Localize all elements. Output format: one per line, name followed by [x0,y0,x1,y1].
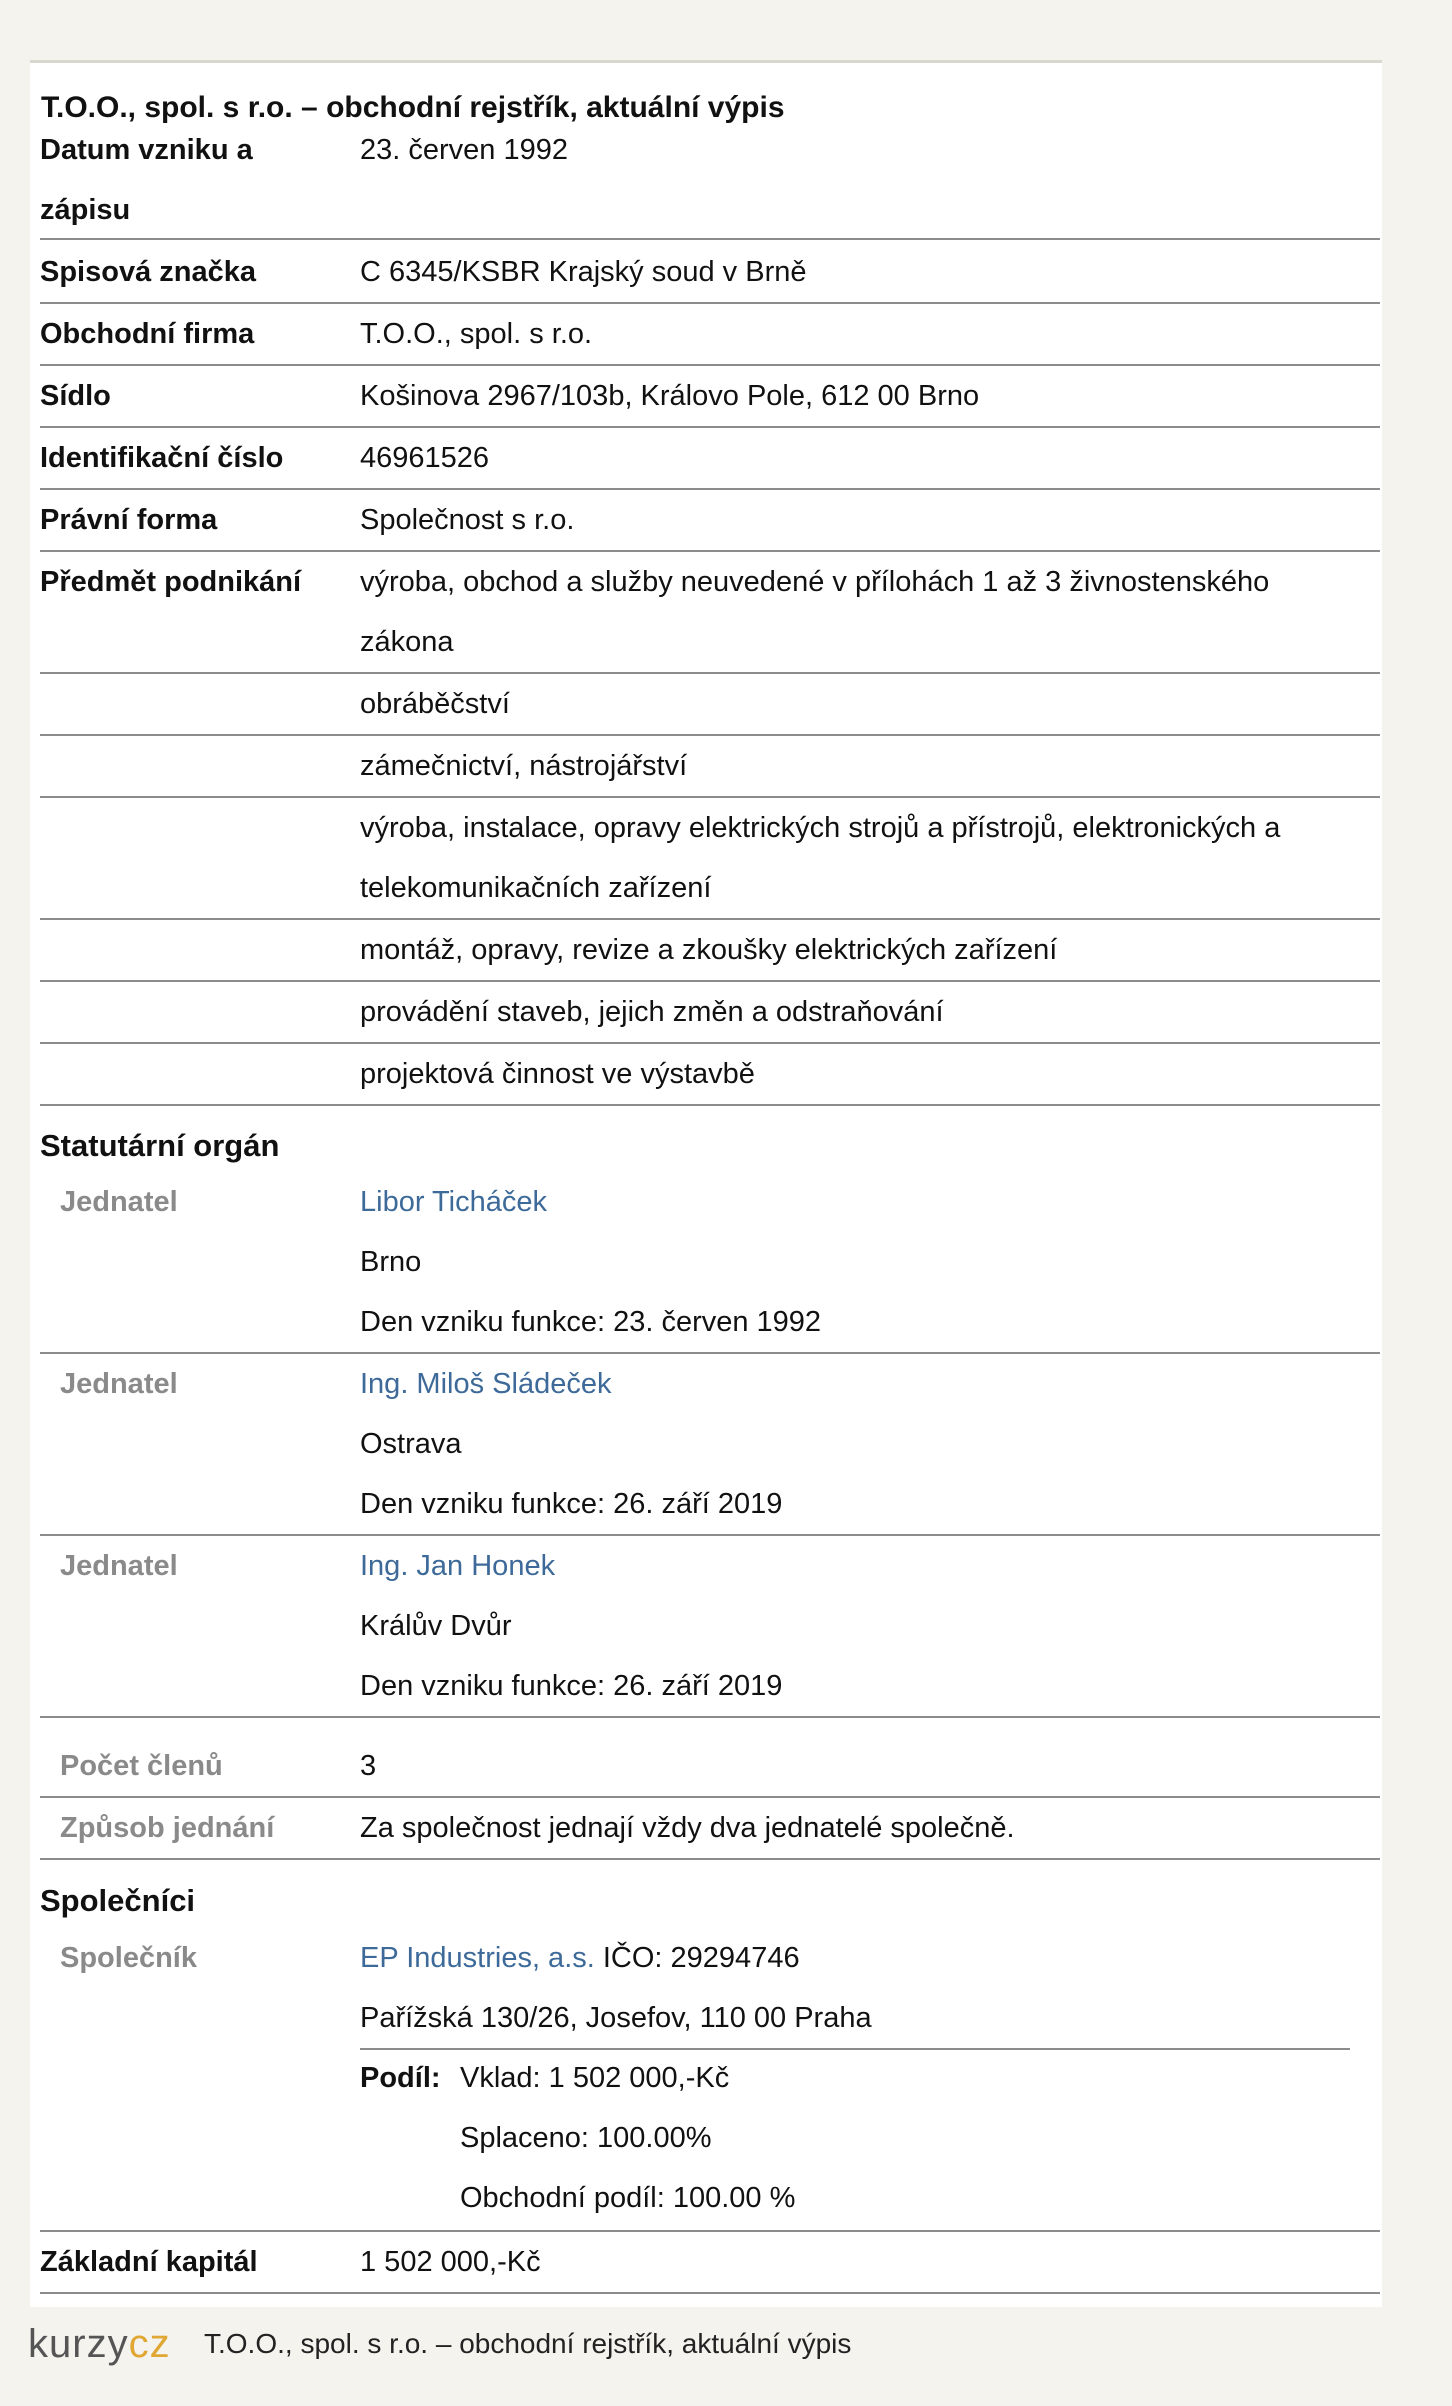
jednatel-3-role: Jednatel [60,1550,178,1582]
row-pocet-clenu [40,1736,1380,1798]
podil-block [360,2048,1360,2108]
row-ico [40,428,1380,490]
row-obchodni-firma [40,304,1380,366]
podil-divider [360,2048,1350,2050]
page-title: T.O.O., spol. s r.o. – obchodní rejstřík, aktuální výpis [41,91,785,124]
jednatel-2-since: Den vzniku funkce: 26. září 2019 [360,1488,783,1520]
heading-spolecnici: Společníci [40,1883,196,1918]
heading-statutarni-organ: Statutární orgán [40,1128,280,1163]
value-predmet-1 [360,552,1360,672]
jednatel-row-1 [40,1172,1380,1354]
value-spisova: C 6345/KSBR Krajský soud v Brně [360,256,807,288]
label-forma: Právní forma [40,504,218,536]
predmet-1-line2: zákona [360,626,454,658]
jednatel-1-role: Jednatel [60,1186,178,1218]
footer-title: T.O.O., spol. s r.o. – obchodní rejstřík, aktuální výpis [204,2328,852,2359]
jednatel-3-city: Králův Dvůr [360,1610,512,1642]
row-datum-vzniku [40,120,1380,240]
podil-splaceno: Splaceno: 100.00% [460,2122,712,2154]
row-predmet-2 [40,674,1380,736]
row-sidlo [40,366,1380,428]
jednatel-row-3 [40,1536,1380,1718]
logo-accent: cz [128,2322,171,2366]
kurzy-cz-logo[interactable] [28,2324,171,2364]
value-pocet-clenu: 3 [360,1750,377,1782]
value-predmet-2: obráběčství [360,688,510,720]
row-zpusob-jednani [40,1798,1380,1860]
row-zakladni-kapital [40,2232,1380,2294]
label-ico: Identifikační číslo [40,442,284,474]
value-predmet-3: zámečnictví, nástrojářství [360,750,688,782]
value-predmet-5: montáž, opravy, revize a zkoušky elektrických zařízení [360,934,1058,966]
podil-vklad: Vklad: 1 502 000,-Kč [460,2062,730,2094]
label-firma: Obchodní firma [40,318,255,350]
value-predmet-6: provádění staveb, jejich změn a odstraňování [360,996,944,1028]
row-predmet-1 [40,552,1380,674]
jednatel-1-since: Den vzniku funkce: 23. červen 1992 [360,1306,822,1338]
jednatel-1-name-link[interactable]: Libor Ticháček [360,1186,547,1218]
value-datum: 23. červen 1992 [360,134,568,166]
value-predmet-7: projektová činnost ve výstavbě [360,1058,755,1090]
row-predmet-3 [40,736,1380,798]
row-predmet-4 [40,798,1380,920]
spolecnik-row [40,1928,1380,2232]
jednatel-3-since: Den vzniku funkce: 26. září 2019 [360,1670,783,1702]
jednatel-1-city: Brno [360,1246,422,1278]
jednatel-row-2 [40,1354,1380,1536]
label-datum-2: zápisu [40,194,131,226]
spolecnik-role: Společník [60,1942,197,1974]
label-predmet: Předmět podnikání [40,566,302,598]
label-sidlo: Sídlo [40,380,111,412]
jednatel-2-name-link[interactable]: Ing. Miloš Sládeček [360,1368,612,1400]
spolecnik-details [360,1928,1360,2228]
row-spisova-znacka [40,242,1380,304]
jednatel-2-role: Jednatel [60,1368,178,1400]
predmet-4-line1: výroba, instalace, opravy elektrických strojů a přístrojů, elektronických a [360,812,1281,844]
label-pocet-clenu: Počet členů [60,1750,223,1782]
value-ico: 46961526 [360,442,490,474]
label-zpusob-jednani: Způsob jednání [60,1812,275,1844]
value-firma: T.O.O., spol. s r.o. [360,318,593,350]
predmet-4-line2: telekomunikačních zařízení [360,872,712,904]
podil-label: Podíl: [360,2062,441,2094]
jednatel-2-city: Ostrava [360,1428,462,1460]
row-predmet-5 [40,920,1380,982]
jednatel-3-details [360,1536,1360,1716]
value-predmet-4 [360,798,1360,918]
spolecnik-name-link[interactable]: EP Industries, a.s. [360,1942,595,1974]
footer [0,2310,1452,2406]
value-zakladni-kapital: 1 502 000,-Kč [360,2246,541,2278]
label-spisova: Spisová značka [40,256,256,288]
predmet-1-line1: výroba, obchod a služby neuvedené v přílohách 1 až 3 živnostenského [360,566,1270,598]
jednatel-1-details [360,1172,1360,1352]
value-forma: Společnost s r.o. [360,504,575,536]
spolecnik-address: Pařížská 130/26, Josefov, 110 00 Praha [360,2002,872,2034]
row-pravni-forma [40,490,1380,552]
spolecnik-ico: IČO: 29294746 [602,1942,800,1974]
label-zakladni-kapital: Základní kapitál [40,2246,258,2278]
jednatel-3-name-link[interactable]: Ing. Jan Honek [360,1550,556,1582]
row-predmet-6 [40,982,1380,1044]
value-zpusob-jednani: Za společnost jednají vždy dva jednatelé společně. [360,1812,1015,1844]
value-sidlo: Košinova 2967/103b, Královo Pole, 612 00 Brno [360,380,980,412]
logo-main: kurzy [28,2322,129,2366]
label-datum-1: Datum vzniku a [40,134,253,166]
row-predmet-7 [40,1044,1380,1106]
podil-obchodni: Obchodní podíl: 100.00 % [460,2182,796,2214]
jednatel-2-details [360,1354,1360,1534]
